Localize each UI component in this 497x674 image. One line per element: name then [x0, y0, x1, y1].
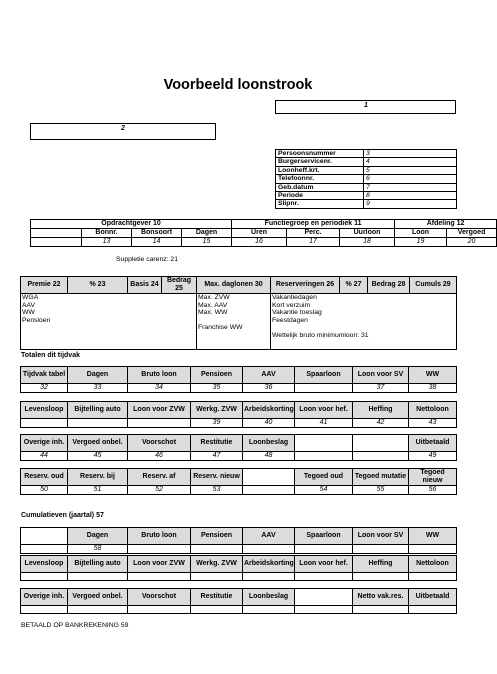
summary-value — [353, 573, 409, 581]
work-header: Bonnr. — [82, 229, 132, 238]
personal-label: Persoonsnummer — [276, 150, 364, 158]
summary-value — [409, 606, 457, 614]
summary-header: Vergoed onbel. — [68, 589, 128, 606]
premie-item — [272, 324, 455, 332]
summary-value — [191, 573, 243, 581]
page-title: Voorbeeld loonstrook — [163, 77, 313, 93]
summary-header: Dagen — [68, 528, 128, 545]
personal-label: Loonheff.krt. — [276, 166, 364, 174]
premie-item: Pensioen — [22, 316, 51, 324]
premie-header: % 27 — [340, 277, 368, 294]
summary-header: Voorschot — [128, 435, 191, 452]
summary-value — [295, 545, 353, 554]
premie-header: % 23 — [68, 277, 128, 294]
summary-value — [243, 573, 295, 581]
premie-item: Vakantie toeslag — [272, 309, 322, 317]
work-header: Bonsoort — [132, 229, 182, 238]
summary-value — [353, 452, 409, 461]
premie-header: Cumuls 29 — [410, 277, 457, 294]
personal-value: 4 — [364, 158, 457, 166]
summary-header: Voorschot — [128, 589, 191, 606]
totals-title: Totalen dit tijdvak — [21, 352, 80, 359]
summary-value: 53 — [191, 486, 243, 495]
summary-value — [128, 419, 191, 428]
premie-header: Max. daglonen 30 — [197, 277, 271, 294]
summary-header: Loon voor ZVW — [128, 556, 191, 573]
personal-value: 3 — [364, 150, 457, 158]
premie-header: Basis 24 — [128, 277, 162, 294]
premie-header: Bedrag 25 — [162, 277, 197, 294]
summary-header: Spaarloon — [295, 528, 353, 545]
summary-value: 56 — [409, 486, 457, 495]
premie-item: Feestdagen — [272, 316, 308, 324]
summary-value — [21, 545, 68, 554]
premie-header: Premie 22 — [21, 277, 68, 294]
summary-header: AAV — [243, 367, 295, 384]
work-header: Uren — [232, 229, 287, 238]
summary-value — [128, 573, 191, 581]
summary-header: Loonbeslag — [243, 589, 295, 606]
summary-header — [295, 435, 353, 452]
summary-header: Uitbetaald — [409, 589, 457, 606]
summary-header: Nettoloon — [409, 402, 457, 419]
summary-value — [191, 545, 243, 554]
summary-header: Reserv. nieuw — [191, 469, 243, 486]
premie-item: Wettelijk bruto minimumloon: 31 — [272, 331, 369, 339]
summary-value — [21, 606, 68, 614]
premie-item: WW — [22, 309, 35, 317]
summary-value — [409, 545, 457, 554]
summary-header: Reserv. oud — [21, 469, 68, 486]
summary-value — [21, 573, 68, 581]
summary-value: 43 — [409, 419, 457, 428]
summary-value: 42 — [353, 419, 409, 428]
work-header: Loon — [395, 229, 447, 238]
summary-value — [409, 573, 457, 581]
summary-header: Bruto loon — [128, 367, 191, 384]
premie-header: Reserveringen 26 — [271, 277, 340, 294]
summary-header: Loon voor SV — [353, 528, 409, 545]
summary-value: 33 — [68, 384, 128, 393]
summary-header: WW — [409, 528, 457, 545]
premie-item: Max. WW — [198, 309, 228, 317]
summary-header: Uitbetaald — [409, 435, 457, 452]
summary-header: Reserv. bij — [68, 469, 128, 486]
work-table — [30, 219, 497, 247]
work-value: 17 — [287, 238, 340, 247]
summary-value — [68, 573, 128, 581]
summary-header: Restitutie — [191, 435, 243, 452]
work-header: Dagen — [182, 229, 232, 238]
c1-table — [20, 527, 457, 554]
summary-value: 37 — [353, 384, 409, 393]
work-value: 13 — [82, 238, 132, 247]
t3-table — [20, 434, 457, 461]
summary-header: Arbeidskorting — [243, 556, 295, 573]
suppletie-text: Suppletie carenz: 21 — [116, 256, 178, 263]
t4-table — [20, 468, 457, 495]
summary-header: Arbeidskorting — [243, 402, 295, 419]
summary-header: Loon voor hef. — [295, 556, 353, 573]
premie-left-cell — [21, 294, 197, 350]
field-box-1 — [275, 100, 456, 114]
summary-value — [68, 419, 128, 428]
personal-label: Periode — [276, 192, 364, 200]
work-value: 14 — [132, 238, 182, 247]
personal-row — [276, 166, 457, 174]
t1-table — [20, 366, 457, 393]
premie-table — [20, 276, 457, 350]
premie-header: Bedrag 28 — [368, 277, 410, 294]
summary-header: Pensioen — [191, 367, 243, 384]
summary-value: 58 — [68, 545, 128, 554]
summary-value: 54 — [295, 486, 353, 495]
summary-header: Reserv. af — [128, 469, 191, 486]
summary-value: 41 — [295, 419, 353, 428]
summary-value — [295, 452, 353, 461]
summary-value: 52 — [128, 486, 191, 495]
personal-row — [276, 175, 457, 183]
summary-value: 47 — [191, 452, 243, 461]
work-header: Perc. — [287, 229, 340, 238]
summary-value: 45 — [68, 452, 128, 461]
premie-item: WGA — [22, 294, 39, 301]
summary-value: 46 — [128, 452, 191, 461]
summary-header: Loon voor SV — [353, 367, 409, 384]
summary-header: Bruto loon — [128, 528, 191, 545]
work-value: 18 — [340, 238, 395, 247]
work-value: 19 — [395, 238, 447, 247]
work-value: 20 — [447, 238, 497, 247]
summary-header: Dagen — [68, 367, 128, 384]
cumulatives-title: Cumulatieven (jaartal) 57 — [21, 512, 104, 519]
t2-table — [20, 401, 457, 428]
summary-value — [353, 606, 409, 614]
personal-label: Burgerservicenr. — [276, 158, 364, 166]
summary-header: Levensloop — [21, 556, 68, 573]
premie-item: Kort verzuim — [272, 301, 311, 309]
summary-value — [295, 573, 353, 581]
summary-header: Tegoed nieuw — [409, 469, 457, 486]
personal-value: 5 — [364, 166, 457, 174]
personal-value: 9 — [364, 200, 457, 208]
afdeling-label: Afdeling 12 — [395, 220, 497, 229]
summary-header: Tijdvak tabel — [21, 367, 68, 384]
summary-header — [21, 528, 68, 545]
personal-row — [276, 200, 457, 208]
summary-header: Loon voor hef. — [295, 402, 353, 419]
personal-row — [276, 192, 457, 200]
summary-header: Bijtelling auto — [68, 402, 128, 419]
summary-header: Overige inh. — [21, 589, 68, 606]
summary-header: Heffing — [353, 402, 409, 419]
summary-header — [353, 435, 409, 452]
summary-header: Vergoed onbel. — [68, 435, 128, 452]
field-box-2 — [30, 123, 216, 140]
summary-value: 49 — [409, 452, 457, 461]
summary-value — [295, 606, 353, 614]
field-box-2-number: 2 — [121, 125, 125, 132]
footer-bank-account: BETAALD OP BANKREKENING 59 — [21, 622, 129, 629]
summary-header: Loonbeslag — [243, 435, 295, 452]
summary-value: 39 — [191, 419, 243, 428]
work-value: 16 — [232, 238, 287, 247]
summary-header: Werkg. ZVW — [191, 556, 243, 573]
personal-label: Geb.datum — [276, 183, 364, 191]
summary-value: 35 — [191, 384, 243, 393]
summary-value — [191, 606, 243, 614]
summary-header: WW — [409, 367, 457, 384]
personal-value: 8 — [364, 192, 457, 200]
summary-value: 32 — [21, 384, 68, 393]
summary-header: Spaarloon — [295, 367, 353, 384]
summary-header — [295, 589, 353, 606]
c2-table — [20, 555, 457, 581]
work-header: Uurloon — [340, 229, 395, 238]
summary-value: 48 — [243, 452, 295, 461]
opdrachtgever-label: Opdrachtgever 10 — [31, 220, 232, 229]
summary-value — [243, 486, 295, 495]
summary-value — [128, 606, 191, 614]
summary-header: Pensioen — [191, 528, 243, 545]
functiegroep-label: Functiegroep en periodiek 11 — [232, 220, 395, 229]
premie-item: Max. AAV — [198, 301, 228, 309]
summary-header: Restitutie — [191, 589, 243, 606]
summary-value: 50 — [21, 486, 68, 495]
summary-header: Tegoed oud — [295, 469, 353, 486]
summary-value — [21, 419, 68, 428]
personal-value: 6 — [364, 175, 457, 183]
premie-item — [198, 317, 269, 325]
summary-header: Heffing — [353, 556, 409, 573]
premie-mid-cell — [197, 294, 271, 350]
personal-label: Telefoonnr. — [276, 175, 364, 183]
premie-item: Max. ZVW — [198, 294, 230, 301]
summary-value — [353, 545, 409, 554]
personal-row — [276, 150, 457, 158]
summary-header: Werkg. ZVW — [191, 402, 243, 419]
personal-info-table — [275, 149, 457, 209]
work-value: 15 — [182, 238, 232, 247]
summary-header: Bijtelling auto — [68, 556, 128, 573]
personal-row — [276, 183, 457, 191]
summary-header: Loon voor ZVW — [128, 402, 191, 419]
field-box-1-number: 1 — [364, 102, 368, 109]
summary-value: 40 — [243, 419, 295, 428]
summary-header: Tegoed mutatie — [353, 469, 409, 486]
premie-right-cell — [271, 294, 457, 350]
work-header: Vergoed — [447, 229, 497, 238]
personal-value: 7 — [364, 183, 457, 191]
summary-header: Netto vak.res. — [353, 589, 409, 606]
summary-header: Levensloop — [21, 402, 68, 419]
summary-header: Nettoloon — [409, 556, 457, 573]
personal-label: Slipnr. — [276, 200, 364, 208]
summary-value — [128, 545, 191, 554]
summary-value: 55 — [353, 486, 409, 495]
summary-value: 34 — [128, 384, 191, 393]
summary-value: 44 — [21, 452, 68, 461]
summary-header — [243, 469, 295, 486]
summary-header: Overige inh. — [21, 435, 68, 452]
summary-value — [68, 606, 128, 614]
personal-row — [276, 158, 457, 166]
premie-item: Franchise WW — [198, 324, 243, 332]
summary-value — [295, 384, 353, 393]
summary-header: AAV — [243, 528, 295, 545]
summary-value: 36 — [243, 384, 295, 393]
summary-value: 38 — [409, 384, 457, 393]
summary-value — [243, 545, 295, 554]
c3-table — [20, 588, 457, 614]
summary-value — [243, 606, 295, 614]
premie-item: Vakantiedagen — [272, 294, 317, 301]
summary-value: 51 — [68, 486, 128, 495]
premie-item: AAV — [22, 301, 36, 309]
